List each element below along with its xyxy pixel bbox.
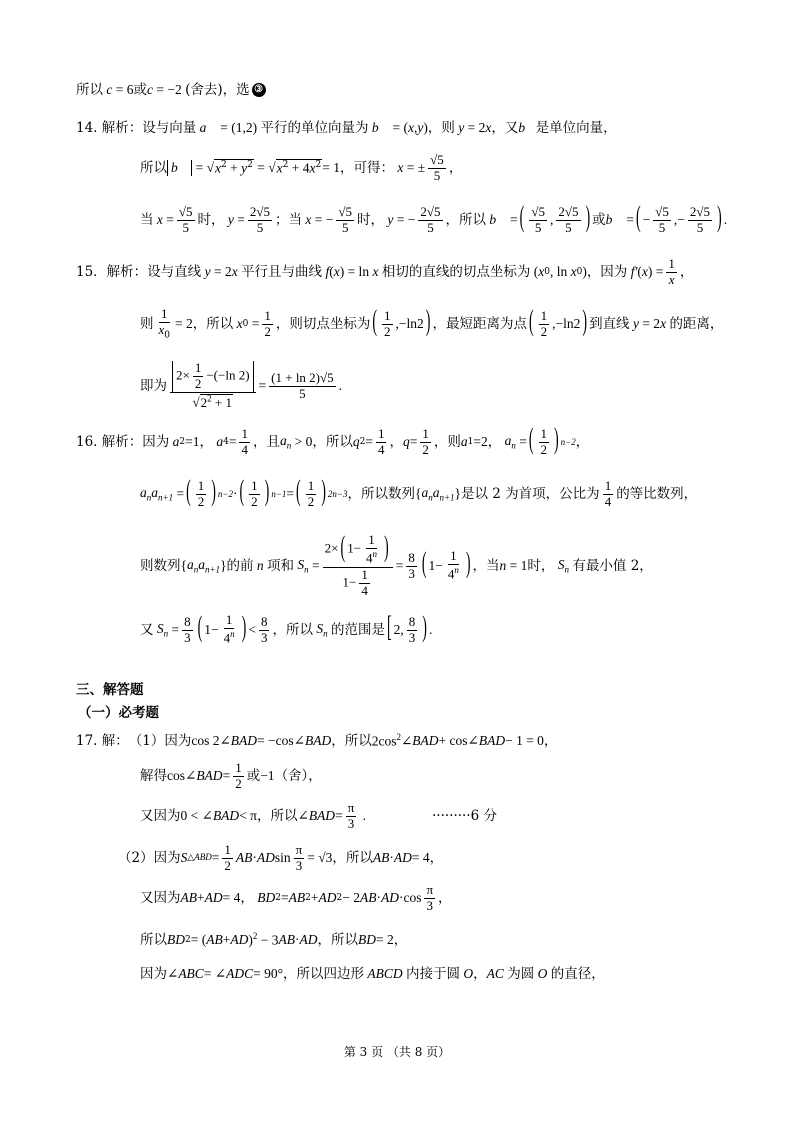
q14-line-3: 当 x = $\frac{√5}{5}$ 时， y = $\frac{2√5}{5}$ ；当 x = − $\frac{√5}{5}$ 时， y = − $\frac{2√5}{5}$ ，所以 b⃗ = ( $\frac{√5}{5}$ , $\frac{2√5}{5}$ ) 或 b⃗ = ( − $\frac{√5}{5}$ ,− $\frac{2√5}{5}$ ) . bbox=[140, 202, 728, 235]
choice-marker: ③ bbox=[252, 83, 266, 97]
q17-line-4: （2）因为 S △ABD = $\frac{1}{2}$ AB · AD sin $\frac{\pi}{3}$ = √3 ，所以 AB · AD = 4， bbox=[118, 841, 444, 873]
score-note: ·········6 分 bbox=[432, 807, 498, 824]
section-subtitle: （一）必考题 bbox=[78, 704, 159, 721]
q15-line-2: 则 $\frac{1}{x_0}$ = 2 ，所以 x 0 = $\frac{1}{2}$ ，则切点坐标为 ( $\frac{1}{2}$ ,−ln2 ) ，最短距离为点 ( $\frac{1}{2}$ ,−ln2 ) 到直线 y = 2 x 的距离， bbox=[140, 306, 724, 341]
q14-line-2: 所以 b⃗ = √ $x^2 + y^2$ = √ $x^2 + 4x^2$ = 1 ，可得： x = ± $\frac{√5}{5}$ ， bbox=[140, 151, 463, 183]
q13-conclusion: 所以 c = 6 或 c = −2 (舍去)， 选 ③ bbox=[0, 70, 794, 110]
q16-line-4: 又 $S_n$ = $\frac{8}{3}$ ( 1− $\frac{1}{4^n}$ ) < $\frac{8}{3}$ ，所以 $S_n$ 的范围是 [ 2, $\frac{8}{3}$ ) . bbox=[140, 612, 433, 646]
q17-line-6: 所以 BD 2 = ( AB + AD )$^2$ − 3 AB · AD ，所以 BD = 2， bbox=[140, 931, 408, 948]
q17-line-2: 解得 cos∠ BAD = $\frac{1}{2}$ 或 −1 （舍）， bbox=[140, 759, 322, 791]
page-footer: 第 3 页 （共 8 页） bbox=[343, 1045, 451, 1059]
q15-line-1: 15．解析： 设与直线 y = 2 x 平行且与曲线 f ( x ) = ln x 相切的直线的切点坐标为 ( x 0 , ln x 0 ) ，因为 f′ ( x ) = $\frac{1}{x}$ ， bbox=[76, 255, 694, 287]
q15-line-3: 即为 2× $\frac{1}{2}$ −(−ln 2) $√2^2 + 1$ = $\frac{(1 + \ln 2)√5}{5}$ . bbox=[140, 360, 343, 410]
q16-line-2: $a_na_{n+1}$ = ( $\frac{1}{2}$ ) n−2 · ( $\frac{1}{2}$ ) n−1 = ( $\frac{1}{2}$ ) 2n−3 ，所以数列 { $a_na_{n+1}$ } 是以 2 为首项，公比为 $\frac{1}{4}$ 的等比数列， bbox=[140, 476, 698, 509]
q17-line-7: 因为 ∠ ABC = ∠ ADC = 90° ，所以四边形 ABCD 内接于圆 O ， AC 为圆 O 的直径， bbox=[140, 965, 605, 982]
q17-line-1: 17. 解： （1）因为 cos 2∠ BAD = −cos∠ BAD ，所以 $2\cos^2\angle$ BAD + cos∠ BAD − 1 = 0， bbox=[76, 732, 558, 749]
section-title: 三、解答题 bbox=[76, 681, 144, 698]
q17-line-5: 又因为 AB + AD = 4， BD 2 = AB 2 + AD 2 − 2 AB · AD ·cos $\frac{\pi}{3}$ ， bbox=[140, 881, 452, 913]
q17-line-3: 又因为 0 < ∠ BAD < π ，所以 ∠ BAD = $\frac{\pi}{3}$ . ·········6 分 bbox=[140, 799, 498, 831]
q16-line-1: 16. 解析： 因为 a 2 =1， a 4 = $\frac{1}{4}$ ，且 $a_n$ > 0 ，所以 q 2 = $\frac{1}{4}$ ， q = $\frac{1}{2}$ ，则 a 1 =2， $a_n$ = ( $\frac{1}{2}$ ) n−2 ， bbox=[76, 424, 590, 457]
q16-line-3: 则数列 { $a_na_{n+1}$ } 的前 n 项和 $S_n$ = 2× ( 1− $\frac{1}{4^n}$ ) 1− $\frac{1}{4}$ = $\frac{8}{3}$ ( 1− $\frac{1}{4^n}$ ) ，当 n = 1 时， $S_n$ 有最小值 2， bbox=[140, 532, 653, 598]
q14-line-1: 14. 解析： 设与向量 a⃗ = (1,2) 平行的单位向量为 b⃗ = ( x , y ) ，则 y = 2 x ，又 b⃗ 是单位向量， bbox=[76, 119, 617, 136]
